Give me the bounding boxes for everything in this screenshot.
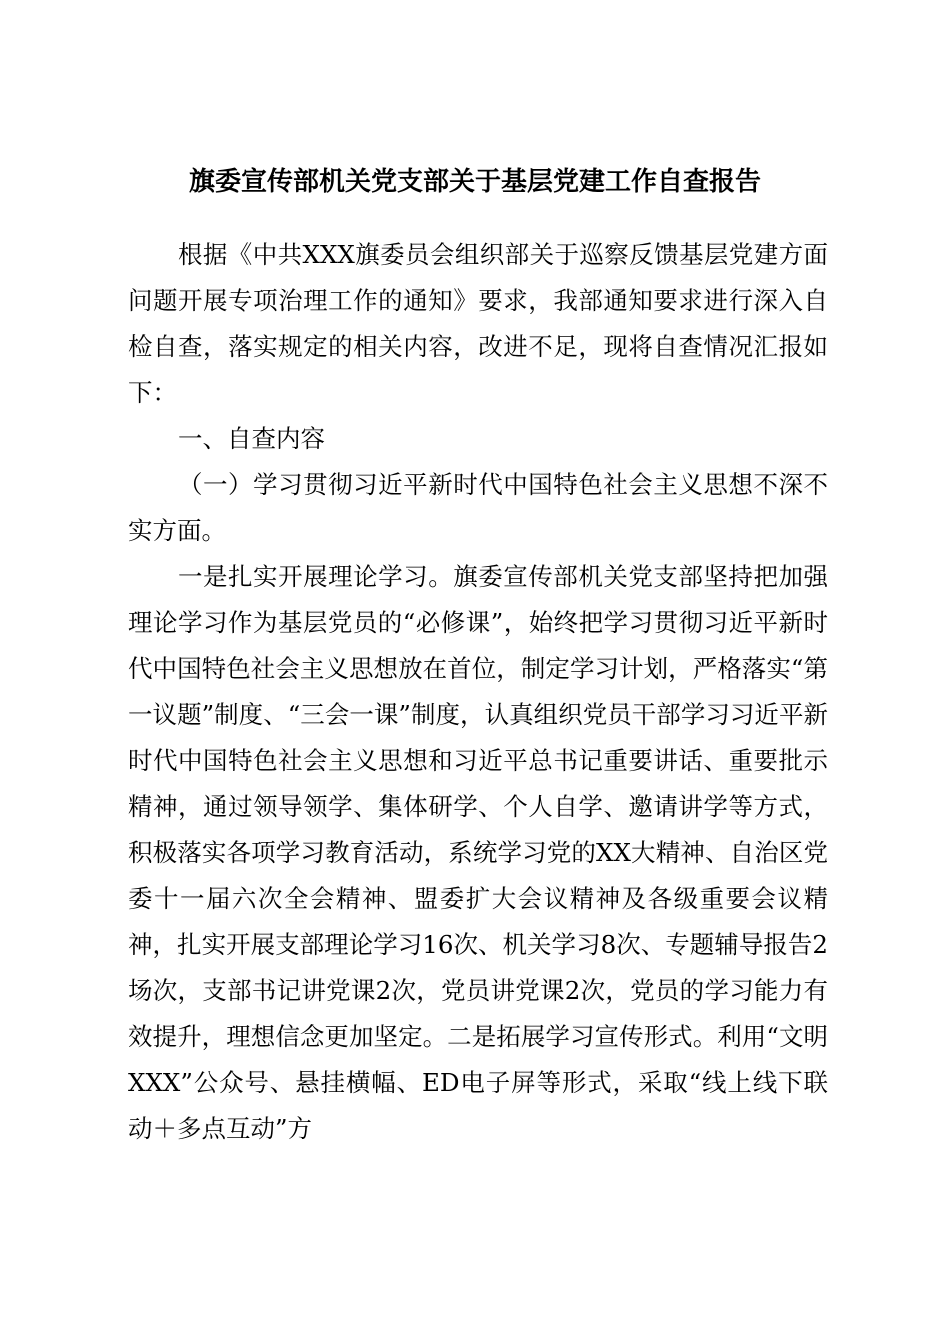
section-heading: 一、自查内容 — [178, 424, 325, 453]
subsection-heading: （一）学习贯彻习近平新时代中国特色社会主义思想不深不实方面。 — [128, 470, 828, 545]
body-paragraph: 一是扎实开展理论学习。旗委宣传部机关党支部坚持把加强理论学习作为基层党员的“必修课”，始终把学习贯彻习近平新时代中国特色社会主义思想放在首位，制定学习计划，严格落实“第一议题”制度、“三会一课”制度，认真组织党员干部学习习近平新时代中国特色社会主义思想和习近平总书记重要讲话、重要批示精神，通过领导领学、集体研学、个人自学、邀请讲学等方式，积极落实各项学习教育活动，系统学习党的XX大精神、自治区党委十一届六次全会精神、盟委扩大会议精神及各级重要会议精神，扎实开展支部理论学习16次、机关学习8次、专题辅导报告2场次，支部书记讲党课2次，党员讲党课2次，党员的学习能力有效提升，理想信念更加坚定。二是拓展学习宣传形式。利用“文明XXX”公众号、悬挂横幅、ED电子屏等形式，采取“线上线下联动＋多点互动”方 — [128, 562, 828, 1143]
document-title: 旗委宣传部机关党支部关于基层党建工作自查报告 — [188, 167, 761, 197]
intro-paragraph: 根据《中共XXX旗委员会组织部关于巡察反馈基层党建方面问题开展专项治理工作的通知》要求，我部通知要求进行深入自检自查，落实规定的相关内容，改进不足，现将自查情况汇报如下： — [128, 240, 828, 407]
